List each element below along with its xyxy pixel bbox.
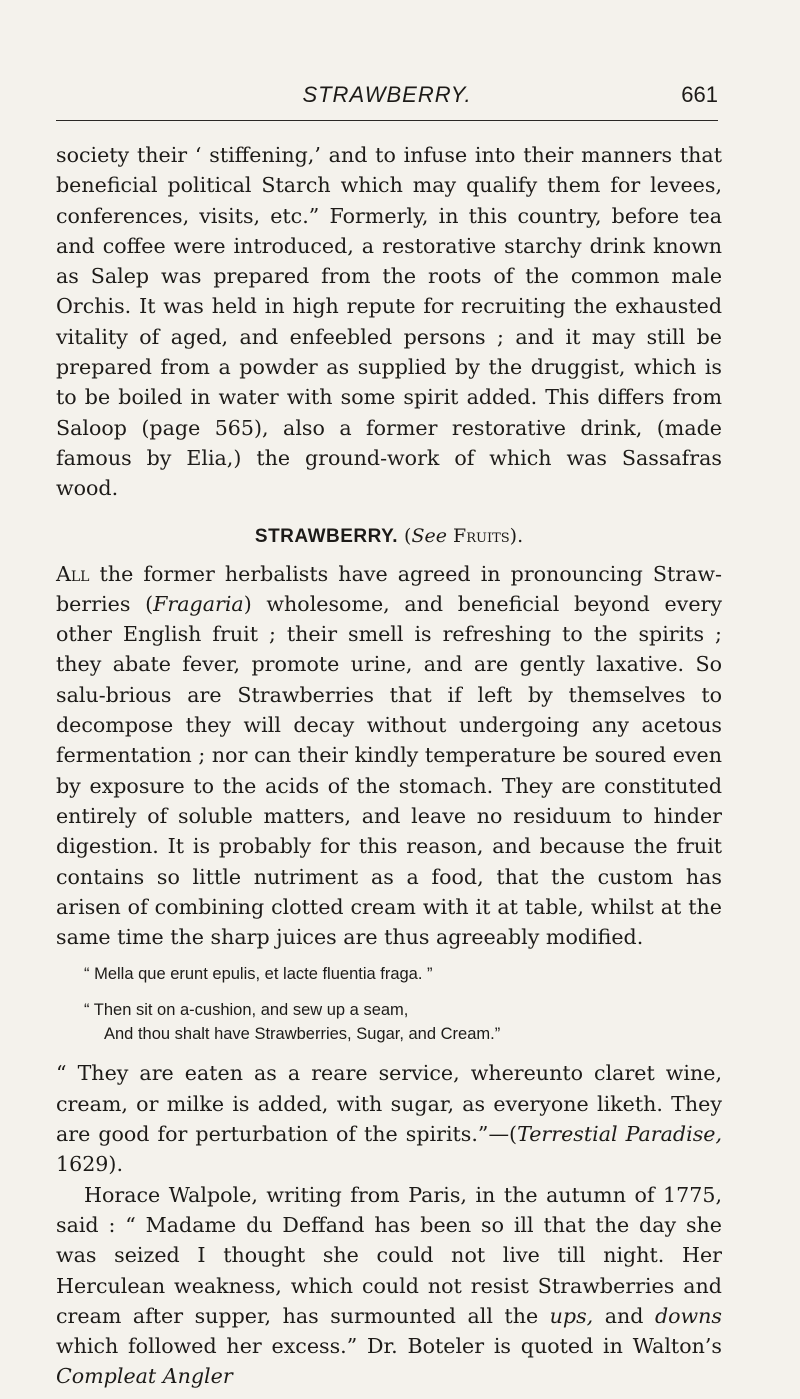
paragraph-text-2: ) wholesome, and beneficial beyond every other English fruit ; their smell is refreshing to the spirits ; they abate fever, promote urine, and are gently laxative. So salu-brious are Strawberries that if left by themselves to decompose they will decay without undergoing any acetous fermentation ; nor can their kindly temperature be soured even by exposure to the acids of the stomach. They are constituted entirely of soluble matters, and leave no residuum to hinder digestion. It is probably for this reason, and because the fruit contains so little nutriment as a food, that the custom has arisen of combining clotted cream with it at table, whilst at the same time the sharp juices are thus agreeably modified.: [56, 591, 722, 950]
section-title: STRAWBERRY.: [254, 525, 398, 547]
latin-name: Fragaria: [153, 591, 244, 616]
emphasis-downs: downs: [654, 1303, 722, 1328]
walpole-text-mid: and: [593, 1303, 655, 1328]
quote-year: 1629).: [56, 1152, 123, 1177]
quote-text: “ They are eaten as a reare service, whereunto claret wine, cream, or milke is added, with sugar, as everyone liketh. They are good for perturbation of the spirits.”—(: [56, 1061, 722, 1147]
heading-close-paren: ).: [509, 524, 524, 547]
paragraph-text-1: the former herbalists have agreed in pronouncing Straw-berries (: [56, 561, 722, 616]
walpole-paragraph: [56, 1180, 722, 1392]
quote-source: Terrestial Paradise,: [517, 1122, 722, 1147]
heading-see: See: [411, 524, 447, 547]
running-head: STRAWBERRY.: [302, 82, 472, 107]
verse-line: “ Then sit on a-cushion, and sew up a seam,: [84, 1001, 409, 1020]
heading-cross-reference: Fruits: [453, 524, 510, 547]
verse-line: “ Mella que erunt epulis, et lacte fluentia fraga. ”: [84, 965, 433, 984]
strawberry-paragraph: [56, 559, 722, 953]
walpole-text-1: Horace Walpole, writing from Paris, in the autumn of 1775, said : “ Madame du Deffand has been so ill that the day she was seized I thought she could not live till night. Her Herculean weakness, which could not resist Strawberries and cream after supper, has surmounted all the: [56, 1182, 722, 1328]
english-verse: [84, 998, 722, 1046]
walpole-text-2: which followed her excess.” Dr. Boteler is quoted in Walton’s: [56, 1334, 722, 1359]
section-heading: [56, 522, 722, 551]
page-header: [56, 78, 718, 121]
body-text: [56, 140, 722, 1392]
paragraph-lead: All: [56, 561, 90, 586]
verse-line: And thou shalt have Strawberries, Sugar, and Cream.”: [104, 1025, 501, 1044]
verse-quotations: [56, 962, 722, 1046]
latin-verse: [84, 962, 722, 986]
heading-open-paren: (: [404, 524, 412, 547]
emphasis-ups: ups,: [549, 1303, 594, 1328]
book-title: Compleat Angler: [56, 1364, 233, 1389]
salep-paragraph: society their ‘ stiffening,’ and to infuse into their manners that beneficial political Starch which may qualify them for levees, conferences, visits, etc.” Formerly, in this country, before tea and coffee were introduced, a restorative starchy drink known as Salep was prepared from the roots of the common male Orchis. It was held in high repute for recruiting the exhausted vitality of aged, and enfeebled persons ; and it may still be prepared from a powder as supplied by the druggist, which is to be boiled in water with some spirit added. This differs from Saloop (page 565), also a former restorative drink, (made famous by Elia,) the ground-work of which was Sassafras wood.: [56, 143, 722, 501]
quote-paragraph: [56, 1058, 722, 1179]
page-number: 661: [681, 82, 718, 107]
